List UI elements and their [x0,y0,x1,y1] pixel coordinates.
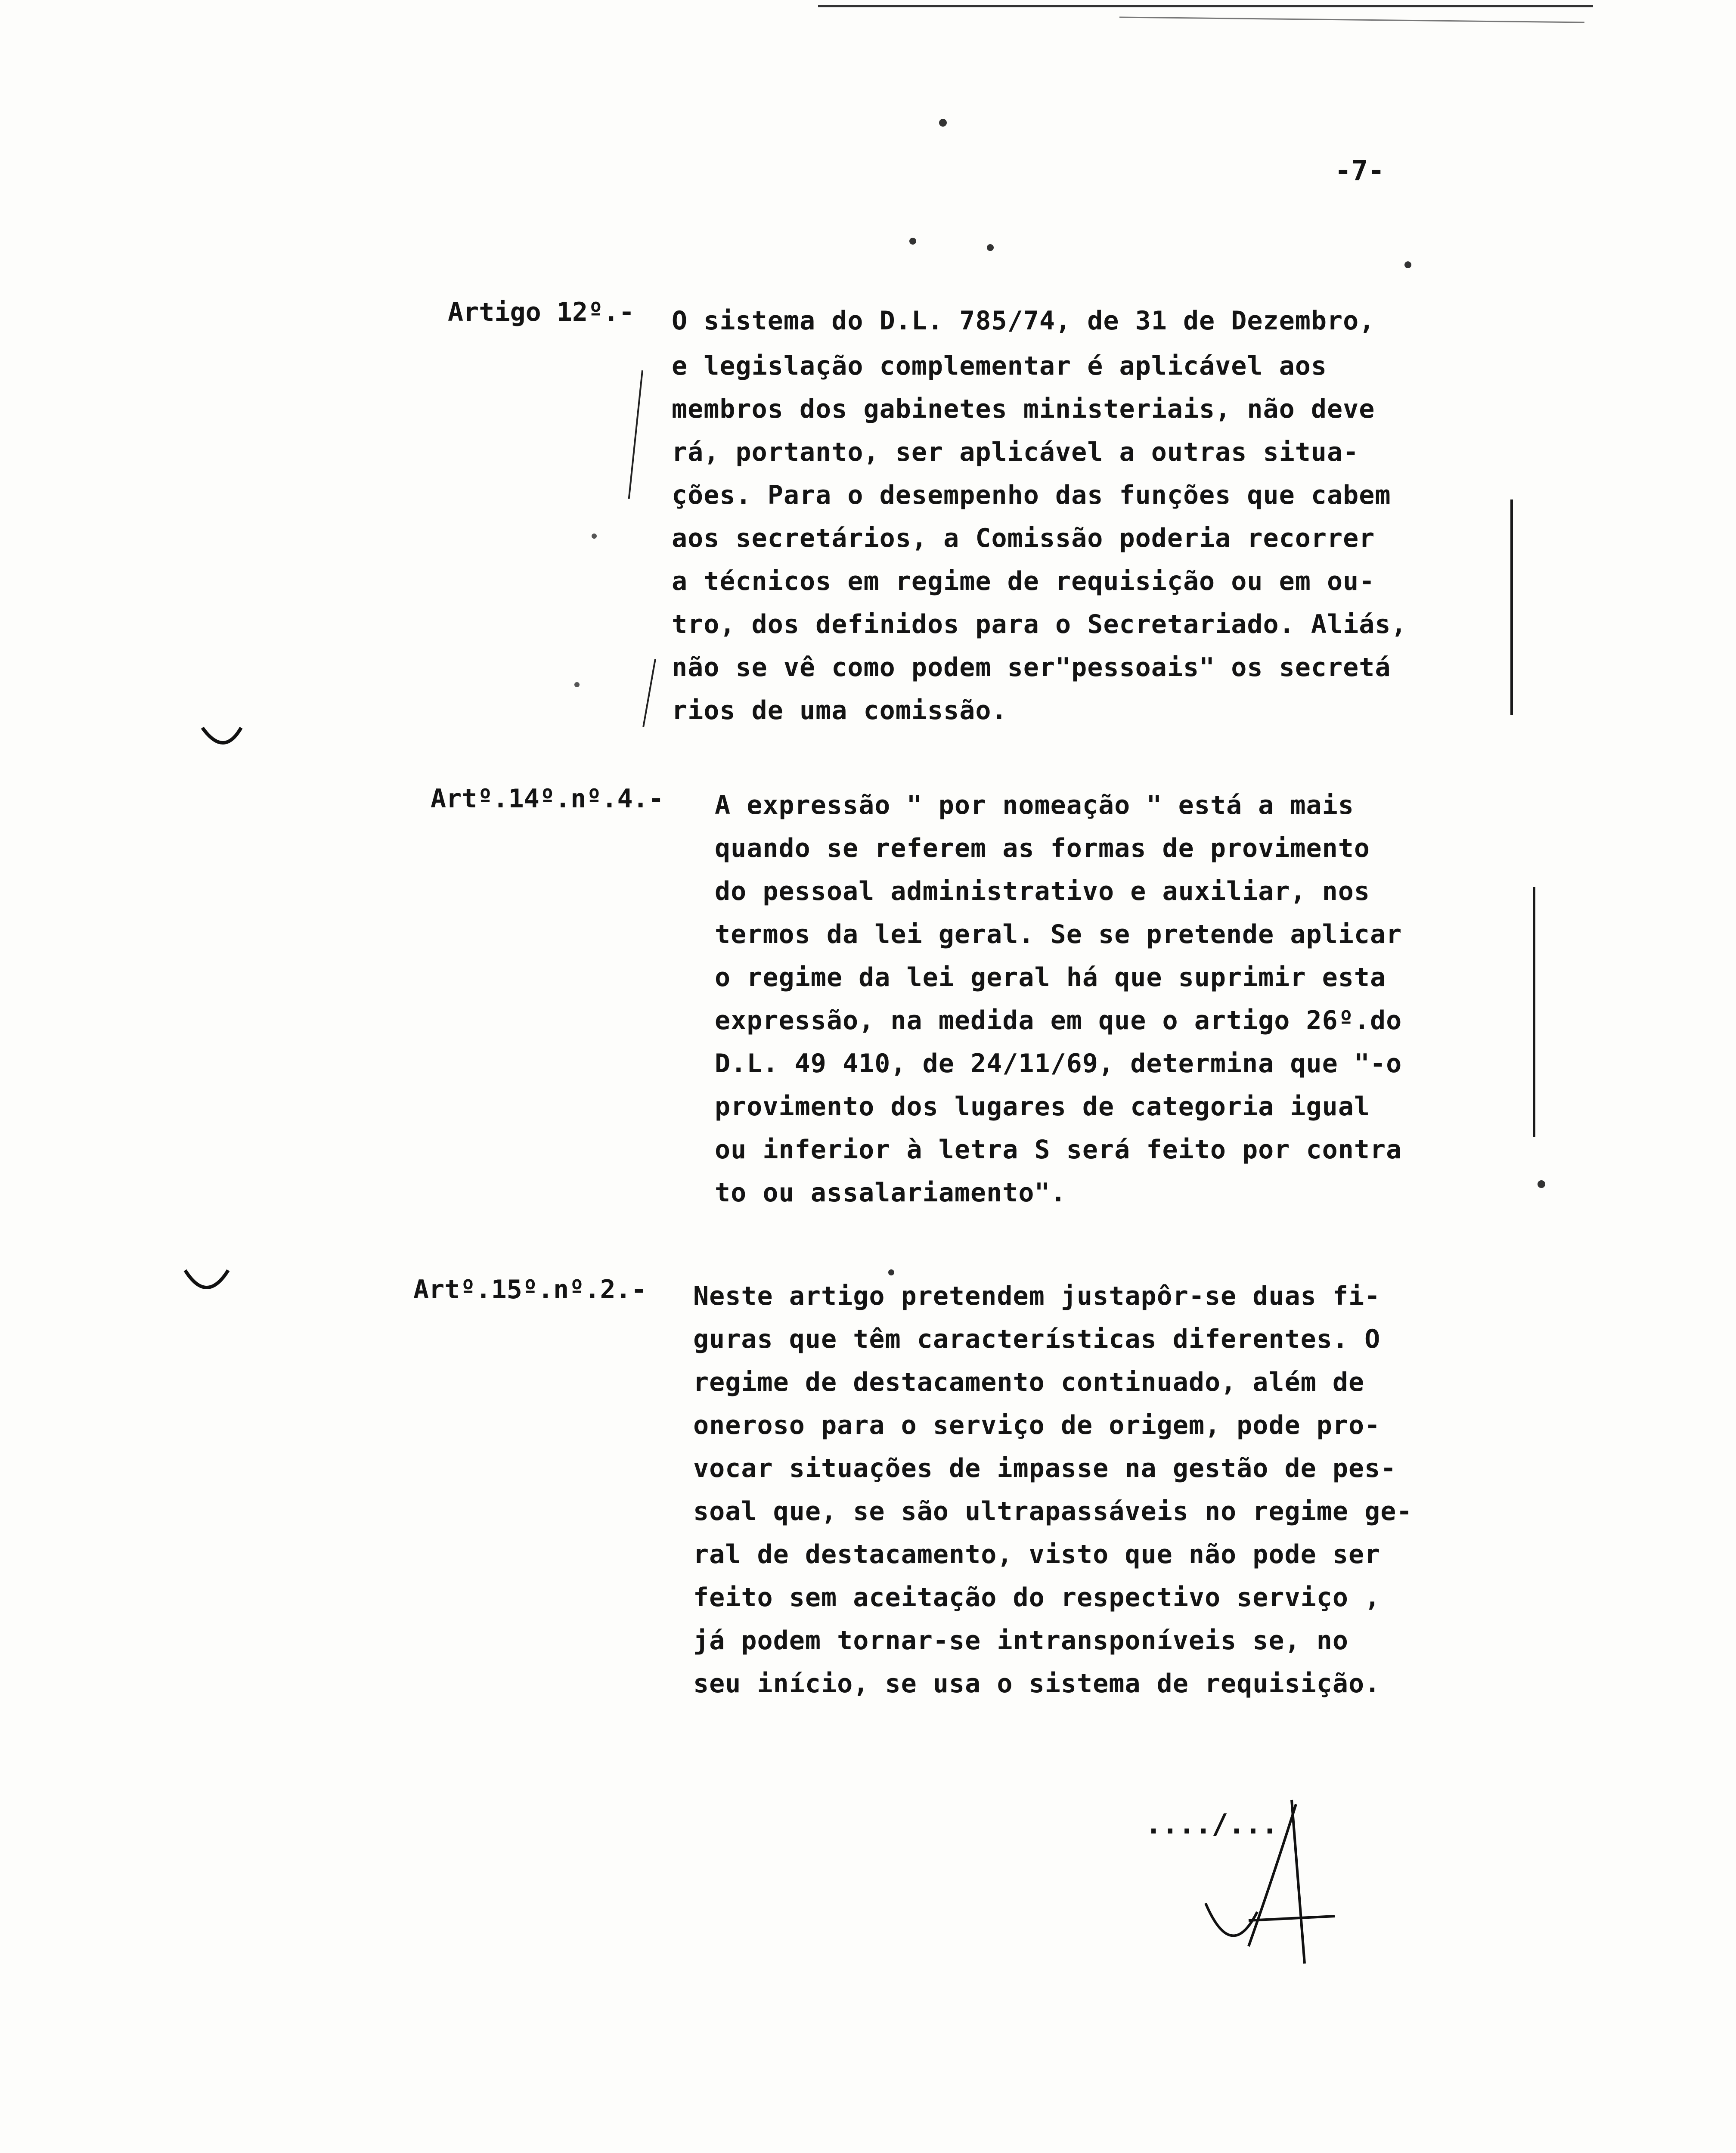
section-heading-artigo-14: Artº.14º.nº.4.- [431,784,664,814]
section-line: quando se referem as formas de provimento [715,833,1370,863]
section-line: e legislação complementar é aplicável aos [672,351,1327,381]
section-line: rá, portanto, ser aplicável a outras situa- [672,437,1359,467]
section-line: termos da lei geral. Se se pretende aplicar [715,919,1402,949]
section-line: oneroso para o serviço de origem, pode pro- [693,1410,1381,1440]
top-edge-faint-line [1119,17,1584,22]
section-line: já podem tornar-se intransponíveis se, no [693,1626,1349,1656]
section-line: do pessoal administrativo e auxiliar, nos [715,876,1370,906]
speck [1404,261,1411,268]
speck [1538,1180,1545,1188]
page-number: -7- [1335,155,1385,187]
section-line: soal que, se são ultrapassáveis no regime ge- [693,1496,1413,1526]
section-line: o regime da lei geral há que suprimir esta [715,962,1386,993]
section-line: expressão, na medida em que o artigo 26º.do [715,1005,1402,1036]
section-line: D.L. 49 410, de 24/11/69, determina que "-o [715,1049,1402,1079]
section-heading-artigo-15: Artº.15º.nº.2.- [413,1275,647,1305]
continuation-mark: ..../... [1145,1809,1278,1840]
margin-check-mark-2 [185,1270,228,1287]
speck [909,238,916,245]
section-line: regime de destacamento continuado, além de [693,1367,1365,1397]
section-line: to ou assalariamento". [715,1178,1066,1208]
section-line: guras que têm características diferentes. O [693,1324,1381,1354]
margin-vertical-bar [1533,887,1535,1137]
margin-vertical-bar [1510,499,1513,715]
speck [888,1269,894,1275]
section-line: não se vê como podem ser"pessoais" os secretá [672,652,1391,683]
section-line: O sistema do D.L. 785/74, de 31 de Dezembro, [672,306,1375,336]
section-line: membros dos gabinetes ministeriais, não deve [672,394,1375,424]
section-line: aos secretários, a Comissão poderia recorrer [672,523,1375,553]
section-line: ções. Para o desempenho das funções que cabem [672,480,1391,510]
section-heading-artigo-12: Artigo 12º.- [448,297,635,327]
section-line: A expressão " por nomeação " está a mais [715,790,1354,820]
section-line: ou inferior à letra S será feito por contra [715,1135,1402,1165]
section-line: vocar situações de impasse na gestão de pes- [693,1453,1397,1483]
section-line: rios de uma comissão. [672,695,1008,726]
speck [939,119,947,127]
section-line: seu início, se usa o sistema de requisição. [693,1669,1381,1699]
speck [987,244,994,251]
section-line: provimento dos lugares de categoria igual [715,1092,1370,1122]
section-line: ral de destacamento, visto que não pode ser [693,1539,1381,1570]
section-line: Neste artigo pretendem justapôr-se duas fi- [693,1281,1381,1311]
section-line: a técnicos em regime de requisição ou em ou- [672,566,1375,596]
speck [592,534,597,539]
speck [574,682,580,687]
section-line: tro, dos definidos para o Secretariado. Aliás, [672,609,1407,639]
section-line: feito sem aceitação do respectivo serviço , [693,1582,1381,1613]
margin-check-mark-1 [202,728,241,743]
